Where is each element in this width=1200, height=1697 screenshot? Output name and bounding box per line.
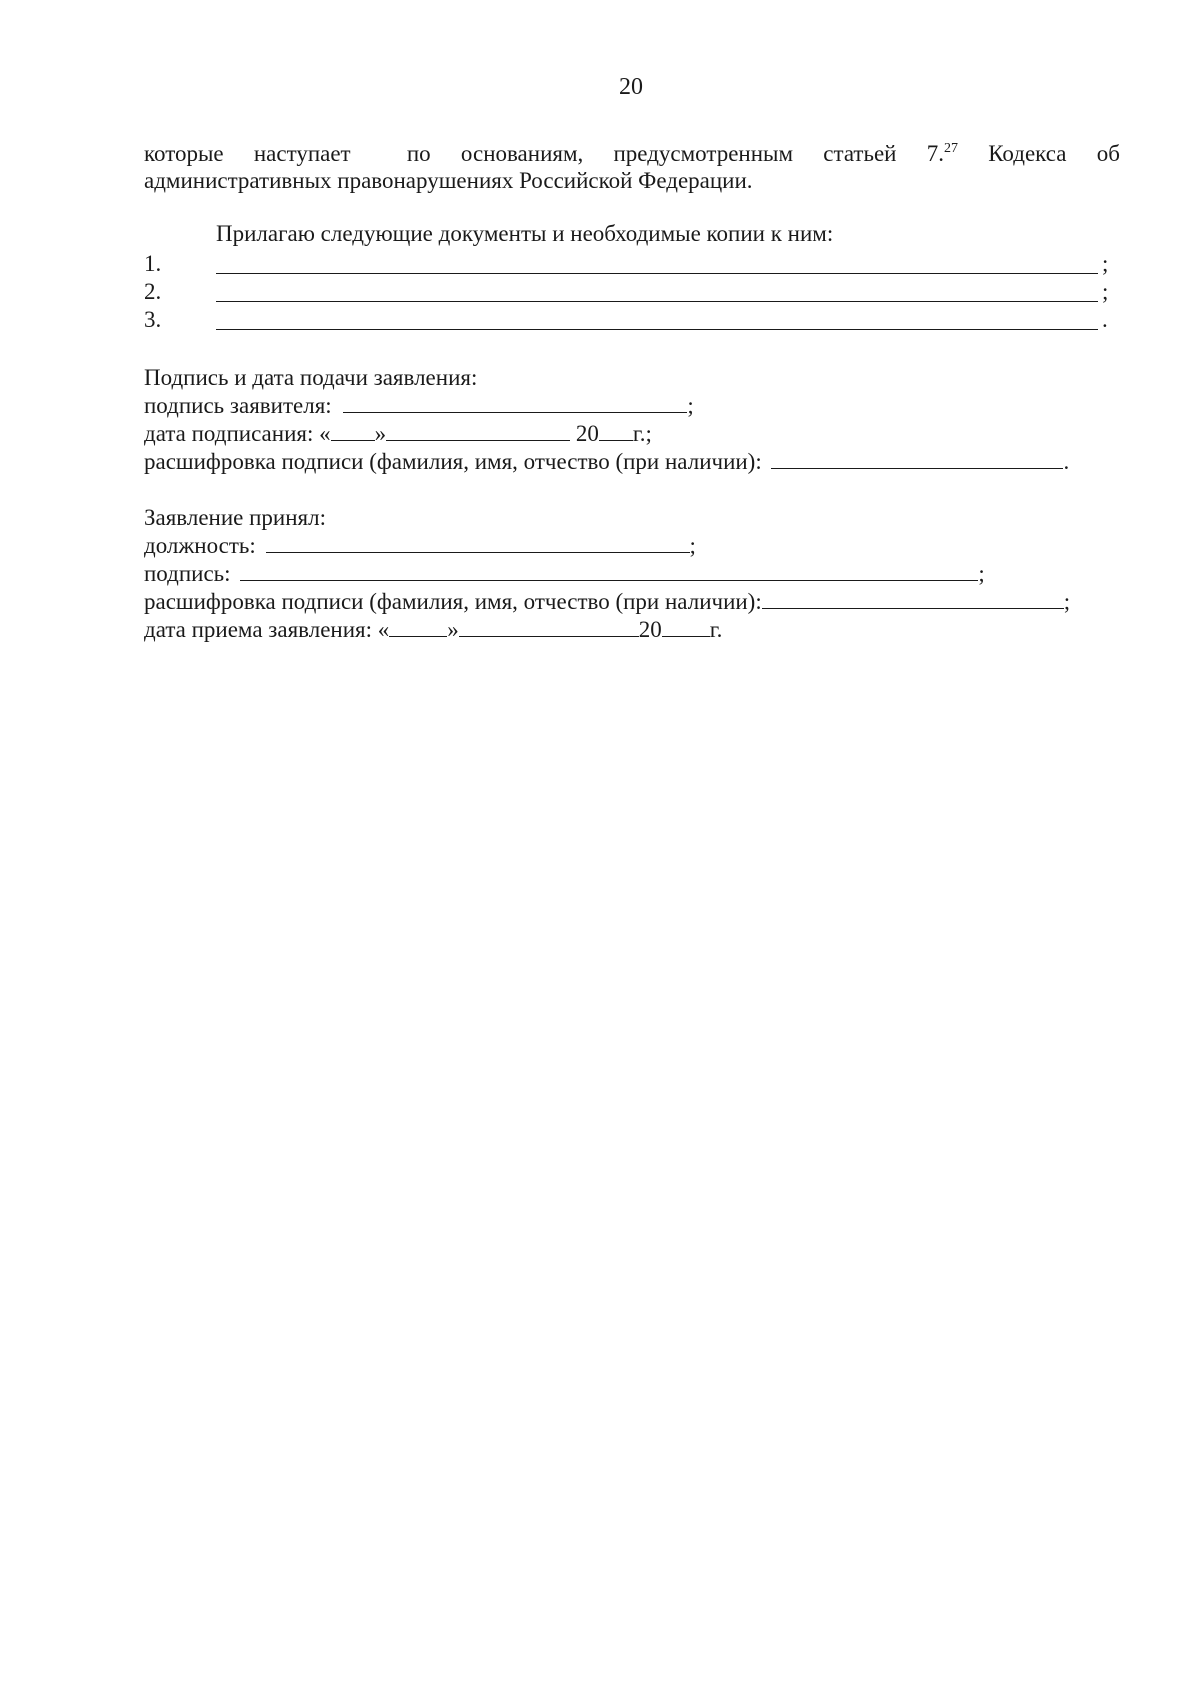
- paragraph-word: статьей: [823, 141, 897, 166]
- position-label: должность:: [144, 533, 256, 558]
- receipt-date-row: [144, 616, 722, 644]
- receiver-signature-row: [144, 560, 985, 588]
- paragraph-word: по: [406, 141, 431, 166]
- paragraph-word: которые: [144, 141, 224, 166]
- article-reference: [927, 140, 958, 168]
- paragraph-word: Кодекса: [988, 141, 1067, 166]
- applicant-signature-row: [144, 392, 694, 420]
- end-semicolon: ;: [1063, 589, 1071, 614]
- receipt-day-field[interactable]: [389, 616, 447, 637]
- year-prefix: 20: [638, 617, 662, 642]
- signing-date-row: [144, 420, 652, 448]
- signing-day-field[interactable]: [331, 420, 375, 441]
- applicant-transcript-label: расшифровка подписи (фамилия, имя, отчество (при наличии):: [144, 449, 762, 474]
- applicant-transcript-row: [144, 448, 1069, 476]
- position-field[interactable]: [266, 532, 690, 553]
- signing-month-field[interactable]: [386, 420, 570, 441]
- receipt-month-field[interactable]: [459, 616, 639, 637]
- end-semicolon: ;: [978, 561, 985, 586]
- receiver-signature-label: подпись:: [144, 561, 231, 586]
- signing-date-label: дата подписания:: [144, 421, 314, 446]
- end-period: .: [1063, 449, 1070, 474]
- attachment-number: 3.: [144, 307, 162, 332]
- attachment-end-mark: ;: [1102, 279, 1109, 304]
- attachment-item-2: [144, 279, 1124, 307]
- attachments-heading: Прилагаю следующие документы и необходимые копии к ним:: [216, 221, 834, 246]
- receiver-signature-field[interactable]: [240, 560, 978, 581]
- paragraph-word: предусмотренным: [613, 141, 794, 166]
- article-superscript: 27: [943, 141, 958, 156]
- signing-year-field[interactable]: [599, 420, 633, 441]
- paragraph-word: наступает: [253, 141, 351, 166]
- close-quote: »: [374, 421, 387, 446]
- applicant-signature-field[interactable]: [343, 392, 687, 413]
- paragraph-word: об: [1096, 141, 1120, 166]
- paragraph-word: основаниям,: [460, 141, 584, 166]
- end-semicolon: ;: [689, 533, 696, 558]
- paragraph-line-1: [144, 140, 1120, 168]
- attachment-number: 1.: [144, 251, 162, 276]
- receiver-transcript-label: расшифровка подписи (фамилия, имя, отчество (при наличии):: [144, 589, 762, 614]
- open-quote: «: [319, 421, 331, 446]
- attachment-number: 2.: [144, 279, 162, 304]
- applicant-transcript-field[interactable]: [771, 448, 1063, 469]
- page-number: 20: [619, 74, 643, 100]
- paragraph-line-2: административных правонарушениях Российской Федерации.: [144, 168, 753, 193]
- receipt-year-field[interactable]: [662, 616, 710, 637]
- receipt-date-label: дата приема заявления:: [144, 617, 372, 642]
- year-prefix: 20: [575, 421, 599, 446]
- attachment-end-mark: .: [1102, 307, 1108, 332]
- signature-heading: Подпись и дата подачи заявления:: [144, 365, 478, 390]
- year-suffix: г.: [709, 617, 723, 642]
- attachment-item-3: [144, 307, 1124, 335]
- attachment-field[interactable]: [216, 307, 1098, 330]
- position-row: [144, 532, 696, 560]
- close-quote: »: [447, 617, 459, 642]
- article-number: 7.: [926, 141, 944, 166]
- applicant-signature-label: подпись заявителя:: [144, 393, 332, 418]
- year-suffix: г.;: [632, 421, 652, 446]
- receiver-transcript-row: [144, 588, 1070, 616]
- receiver-transcript-field[interactable]: [762, 588, 1064, 609]
- open-quote: «: [377, 617, 390, 642]
- end-semicolon: ;: [687, 393, 694, 418]
- attachment-item-1: [144, 251, 1124, 279]
- attachment-field[interactable]: [216, 251, 1098, 274]
- attachment-field[interactable]: [216, 279, 1098, 302]
- accepted-heading: Заявление принял:: [144, 505, 327, 530]
- attachment-end-mark: ;: [1102, 251, 1109, 276]
